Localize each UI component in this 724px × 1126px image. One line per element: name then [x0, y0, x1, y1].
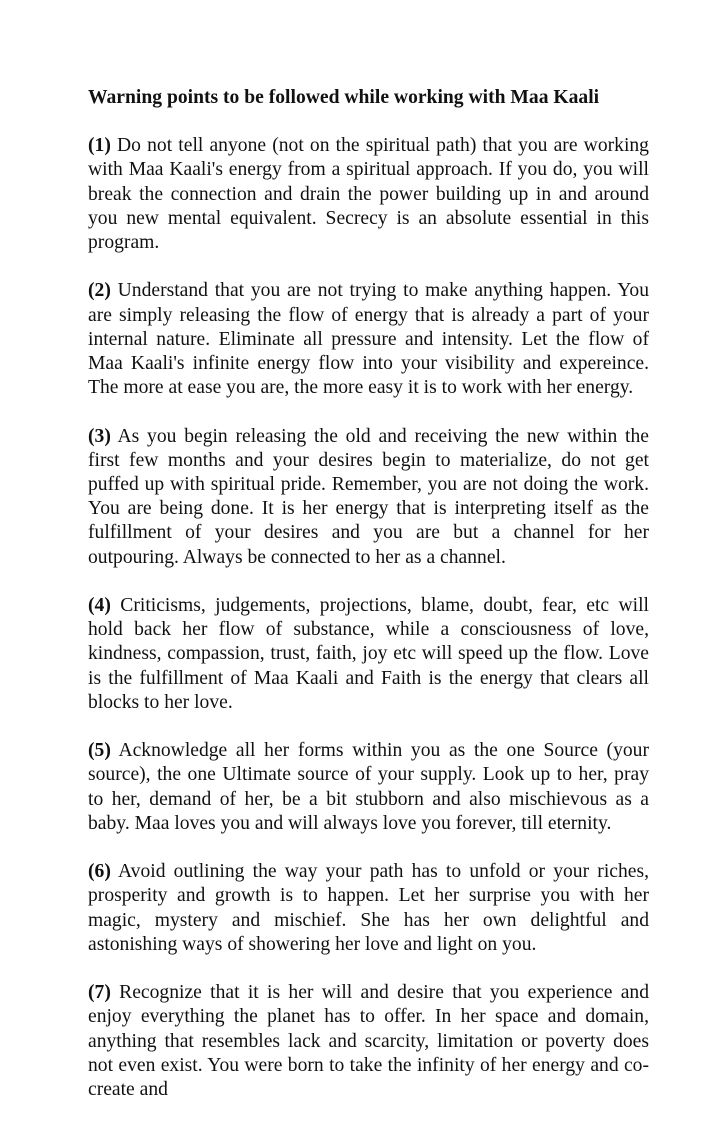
point-text: As you begin releasing the old and receiving the new within the first few months and your desires begin to materialize, do not get puffed up with spiritual pride. Remember, you are not doing the work. You are being done. It is her energy that is interpreting itself as the fulfillment of your desires and you are but a channel for her outpouring. Always be connected to her as a channel. [88, 425, 649, 568]
point-text: Understand that you are not trying to make anything happen. You are simply releasing the flow of energy that is already a part of your internal nature. Eliminate all pressure and intensity. Let the flow of Maa Kaali's infinite energy flow into your visibility and expereince. The more at ease you are, the more easy it is to work with her energy. [88, 280, 649, 399]
point-number: (1) [88, 135, 111, 157]
warning-point-6 [88, 860, 649, 957]
point-text: Recognize that it is her will and desire that you experience and enjoy everything the planet has to offer. In her space and domain, anything that resembles lack and scarcity, limitation or poverty does not even exist. You were born to take the infinity of her energy and co-create and [88, 982, 650, 1101]
warning-point-1 [88, 134, 649, 255]
warning-point-2 [88, 279, 649, 400]
point-text: Acknowledge all her forms within you as the one Source (your source), the one Ultimate source of your supply. Look up to her, pray to her, demand of her, be a bit stubborn and also mischievous as a baby. Maa loves you and will always love you forever, till eternity. [88, 740, 649, 834]
document-title: Warning points to be followed while working with Maa Kaali [88, 87, 600, 108]
document-page [88, 86, 649, 1126]
point-number: (4) [88, 595, 111, 617]
warning-point-3 [88, 425, 649, 570]
point-text: Do not tell anyone (not on the spiritual path) that you are working with Maa Kaali's energy from a spiritual approach. If you do, you will break the connection and drain the power building up in and around you new mental equivalent. Secrecy is an absolute essential in this program. [88, 135, 649, 254]
point-number: (6) [88, 861, 111, 883]
warning-point-7 [88, 981, 649, 1102]
point-text: Avoid outlining the way your path has to unfold or your riches, prosperity and growth is to happen. Let her surprise you with her magic, mystery and mischief. She has her own delightful and astonishing ways of showering her love and light on you. [88, 861, 649, 955]
warning-point-4 [88, 594, 649, 715]
point-number: (2) [88, 280, 111, 302]
point-text: Criticisms, judgements, projections, blame, doubt, fear, etc will hold back her flow of substance, while a consciousness of love, kindness, compassion, trust, faith, joy etc will speed up the flow. Love is the fulfillment of Maa Kaali and Faith is the energy that clears all blocks to her love. [88, 595, 649, 713]
point-number: (3) [88, 425, 111, 447]
point-number: (7) [88, 982, 111, 1004]
warning-point-5 [88, 739, 649, 836]
point-number: (5) [88, 740, 111, 762]
